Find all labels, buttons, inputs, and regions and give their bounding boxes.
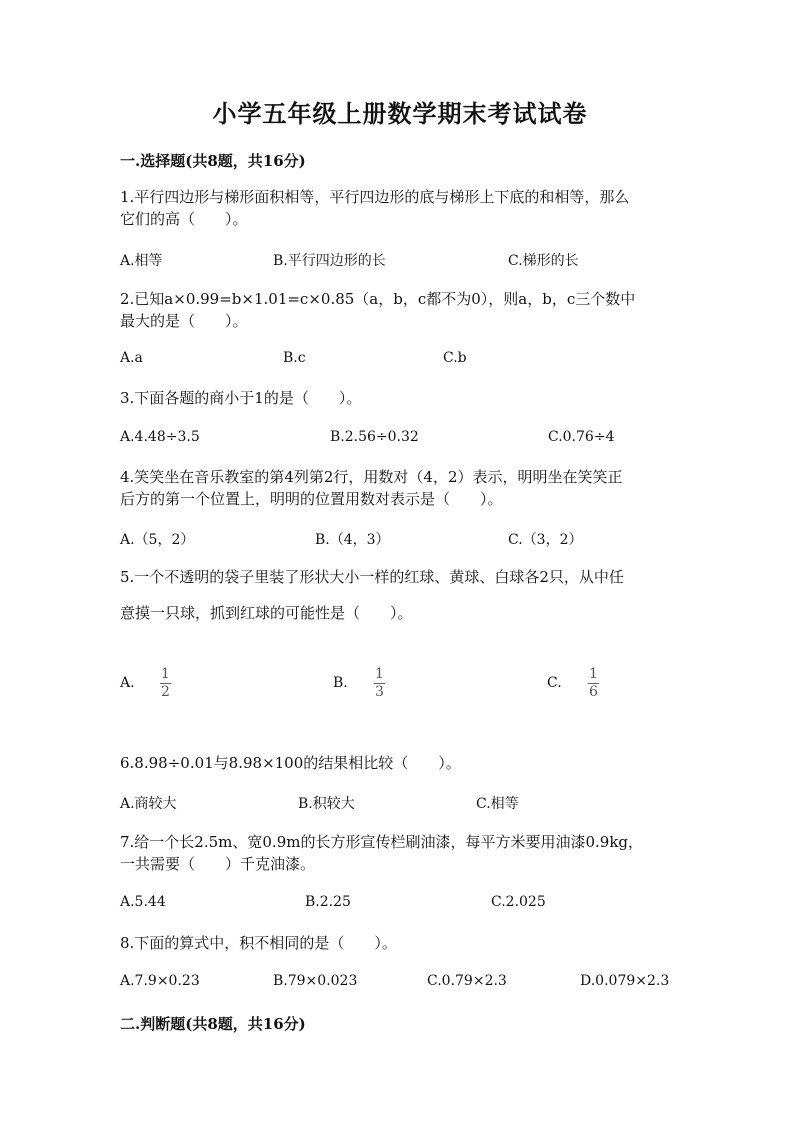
question-1-option-c: C.梯形的长 bbox=[508, 253, 579, 269]
question-6-line-1: 6.8.98÷0.01与8.98×100的结果相比较（ ）。 bbox=[120, 754, 461, 772]
section-heading-choice: 一.选择题(共8题，共16分) bbox=[120, 152, 306, 170]
question-2-line-2: 最大的是（ ）。 bbox=[120, 312, 248, 330]
question-5-option-b-fraction bbox=[374, 667, 385, 699]
question-7-line-1: 7.给一个长2.5m、宽0.9m的长方形宣传栏刷油漆，每平方米要用油漆0.9kg， bbox=[120, 833, 644, 851]
fraction-denominator: 3 bbox=[375, 684, 384, 700]
fraction-denominator: 2 bbox=[161, 684, 170, 700]
question-5-option-a-label: A. bbox=[120, 675, 135, 691]
question-4-option-c: C.（3，2） bbox=[508, 532, 583, 548]
question-5-line-2: 意摸一只球，抓到红球的可能性是（ ）。 bbox=[120, 604, 413, 622]
question-5-option-c-label: C. bbox=[547, 675, 562, 691]
question-2-option-a: A.a bbox=[120, 350, 143, 366]
question-7-line-2: 一共需要（ ）千克油漆。 bbox=[120, 855, 316, 873]
question-8-option-a: A.7.9×0.23 bbox=[120, 973, 200, 989]
question-2-line-1: 2.已知a×0.99=b×1.01=c×0.85（a，b，c都不为0），则a，b，c三个数中 bbox=[120, 290, 636, 308]
question-4-line-1: 4.笑笑坐在音乐教室的第4列第2行，用数对（4，2）表示，明明坐在笑笑正 bbox=[120, 468, 623, 486]
question-6-option-c: C.相等 bbox=[476, 796, 519, 812]
question-1-line-2: 它们的高（ ）。 bbox=[120, 210, 248, 228]
question-7-option-a: A.5.44 bbox=[120, 894, 166, 910]
question-4-option-b: B.（4，3） bbox=[315, 532, 390, 548]
question-6-option-b: B.积较大 bbox=[298, 796, 355, 812]
question-5-line-1: 5.一个不透明的袋子里装了形状大小一样的红球、黄球、白球各2只，从中任 bbox=[120, 568, 624, 586]
question-6-option-a: A.商较大 bbox=[120, 796, 177, 812]
section-heading-judgement: 二.判断题(共8题，共16分) bbox=[120, 1015, 306, 1033]
question-3-option-b: B.2.56÷0.32 bbox=[330, 429, 419, 445]
page-title: 小学五年级上册数学期末考试试卷 bbox=[212, 99, 588, 128]
question-2-option-c: C.b bbox=[443, 350, 467, 366]
question-8-line-1: 8.下面的算式中，积不相同的是（ ）。 bbox=[120, 934, 397, 952]
fraction-numerator: 1 bbox=[161, 666, 170, 682]
question-7-option-b: B.2.25 bbox=[305, 894, 351, 910]
question-5-option-c-fraction bbox=[588, 667, 599, 699]
fraction-numerator: 1 bbox=[375, 666, 384, 682]
question-1-option-b: B.平行四边形的长 bbox=[273, 253, 386, 269]
fraction-denominator: 6 bbox=[589, 684, 598, 700]
question-8-option-d: D.0.079×2.3 bbox=[580, 973, 670, 989]
question-5-option-b-label: B. bbox=[333, 675, 348, 691]
question-7-option-c: C.2.025 bbox=[491, 894, 546, 910]
question-1-option-a: A.相等 bbox=[120, 253, 163, 269]
question-2-option-b: B.c bbox=[283, 350, 306, 366]
question-8-option-c: C.0.79×2.3 bbox=[427, 973, 507, 989]
question-3-option-c: C.0.76÷4 bbox=[548, 429, 615, 445]
question-5-option-a-fraction bbox=[160, 667, 171, 699]
question-8-option-b: B.79×0.023 bbox=[273, 973, 358, 989]
question-4-option-a: A.（5，2） bbox=[120, 532, 195, 548]
question-3-line-1: 3.下面各题的商小于1的是（ ）。 bbox=[120, 389, 362, 407]
question-4-line-2: 后方的第一个位置上，明明的位置用数对表示是（ ）。 bbox=[120, 490, 503, 508]
question-3-option-a: A.4.48÷3.5 bbox=[120, 429, 200, 445]
question-1-line-1: 1.平行四边形与梯形面积相等，平行四边形的底与梯形上下底的和相等，那么 bbox=[120, 188, 630, 206]
fraction-numerator: 1 bbox=[589, 666, 598, 682]
